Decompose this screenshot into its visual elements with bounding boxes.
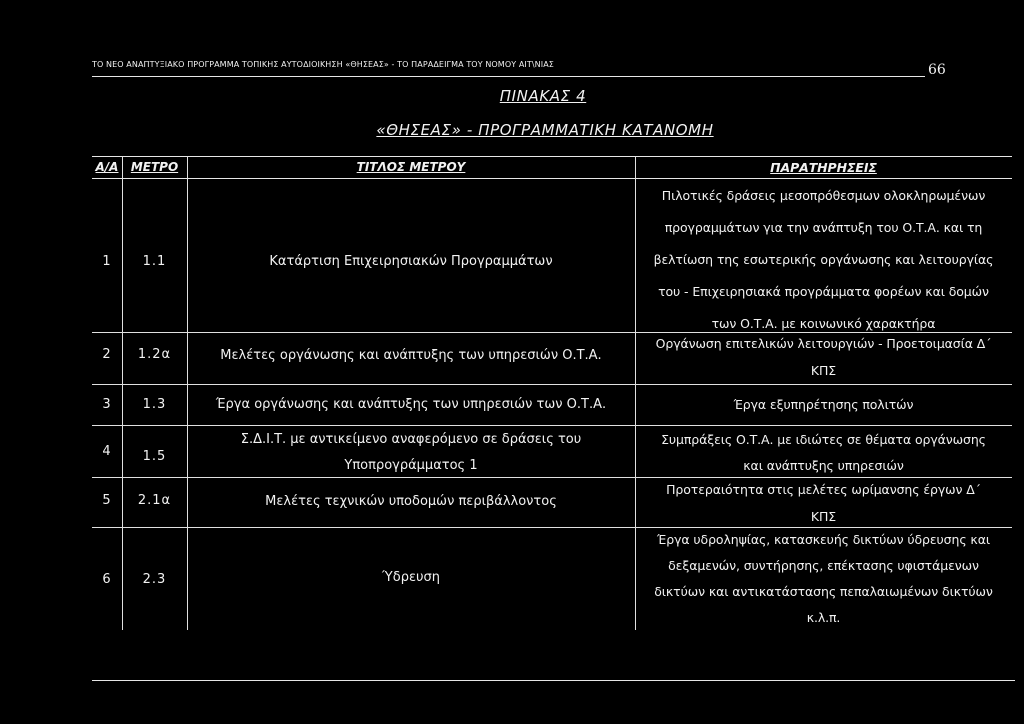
header-cell-aa bbox=[92, 157, 122, 178]
measure-code-cell bbox=[122, 528, 187, 630]
remarks-cell bbox=[635, 478, 1012, 527]
measure-code: 1.2α bbox=[137, 347, 172, 362]
table-row bbox=[92, 333, 1012, 385]
measure-title-cell bbox=[187, 333, 635, 384]
table-title: ΠΙΝΑΚΑΣ 4 bbox=[499, 87, 587, 105]
table-row bbox=[92, 385, 1012, 426]
remarks bbox=[635, 395, 1012, 415]
measure-code: 1.5 bbox=[142, 449, 167, 464]
table-row bbox=[92, 478, 1012, 528]
measure-code: 1.3 bbox=[142, 397, 167, 412]
measure-title bbox=[187, 427, 635, 479]
measure-title-cell bbox=[187, 478, 635, 527]
remarks-line: και ανάπτυξης υπηρεσιών bbox=[743, 458, 904, 473]
measure-title-line: Έργα οργάνωσης και ανάπτυξης των υπηρεσιών των Ο.Τ.Α. bbox=[215, 397, 607, 412]
remarks-cell bbox=[635, 333, 1012, 384]
measure-title-line: Μελέτες οργάνωσης και ανάπτυξης των υπηρεσιών Ο.Τ.Α. bbox=[220, 348, 602, 363]
header-cell-metro bbox=[122, 157, 187, 178]
remarks bbox=[635, 330, 1012, 384]
remarks-line: δεξαμενών, συντήρησης, επέκτασης υφιστάμενων bbox=[668, 558, 979, 573]
table-header-row bbox=[92, 156, 1012, 179]
remarks bbox=[635, 427, 1012, 479]
remarks-line: Πιλοτικές δράσεις μεσοπρόθεσμων ολοκληρωμένων bbox=[661, 188, 986, 203]
measure-code: 2.3 bbox=[142, 572, 167, 587]
measure-title-line: Ύδρευση bbox=[382, 570, 440, 585]
row-number-cell bbox=[92, 426, 122, 477]
page-number: 66 bbox=[928, 62, 946, 78]
column-divider bbox=[187, 156, 188, 630]
measure-code: 2.1α bbox=[137, 493, 172, 508]
measure-code-cell bbox=[122, 478, 187, 527]
row-number: 4 bbox=[102, 444, 112, 459]
column-header: ΜΕΤΡΟ bbox=[130, 160, 179, 174]
remarks bbox=[635, 476, 1012, 530]
remarks-cell bbox=[635, 178, 1012, 332]
remarks-line: Οργάνωση επιτελικών λειτουργιών - Προετοιμασία Δ΄ bbox=[655, 336, 992, 351]
header-cell-title bbox=[187, 157, 635, 178]
row-number-cell bbox=[92, 528, 122, 630]
measure-title bbox=[187, 492, 635, 512]
remarks bbox=[635, 527, 1012, 631]
remarks-line: Συμπράξεις Ο.Τ.Α. με ιδιώτες σε θέματα οργάνωσης bbox=[661, 432, 986, 447]
measure-title-cell bbox=[187, 178, 635, 332]
header-cell-remarks bbox=[635, 157, 1012, 178]
row-number-cell bbox=[92, 385, 122, 425]
remarks-line: βελτίωση της εσωτερικής οργάνωσης και λειτουργίας bbox=[653, 252, 994, 267]
column-header: Α/Α bbox=[95, 160, 119, 174]
remarks-line: Προτεραιότητα στις μελέτες ωρίμανσης έργων Δ΄ bbox=[666, 482, 981, 497]
measure-code-cell bbox=[122, 178, 187, 332]
remarks-line: ΚΠΣ bbox=[810, 363, 837, 378]
measure-title-line: Κατάρτιση Επιχειρησιακών Προγραμμάτων bbox=[269, 254, 553, 269]
measure-title-line: Υποπρογράμματος 1 bbox=[344, 458, 478, 473]
row-number-cell bbox=[92, 478, 122, 527]
column-header: ΤΙΤΛΟΣ ΜΕΤΡΟΥ bbox=[356, 160, 466, 174]
table-row bbox=[92, 528, 1012, 630]
table-row bbox=[92, 426, 1012, 478]
remarks-line: δικτύων και αντικατάστασης πεπαλαιωμένων δικτύων bbox=[654, 584, 993, 599]
row-number-cell bbox=[92, 178, 122, 332]
remarks-line: ΚΠΣ bbox=[810, 509, 837, 524]
column-divider bbox=[122, 156, 123, 630]
column-header: ΠΑΡΑΤΗΡΗΣΕΙΣ bbox=[770, 160, 877, 175]
measure-title-cell bbox=[187, 426, 635, 477]
measure-title-line: Μελέτες τεχνικών υποδομών περιβάλλοντος bbox=[265, 494, 557, 509]
measure-title bbox=[187, 395, 635, 415]
table-row bbox=[92, 178, 1012, 333]
remarks bbox=[635, 180, 1012, 340]
remarks-line: προγραμμάτων για την ανάπτυξη του Ο.Τ.Α. και τη bbox=[664, 220, 983, 235]
remarks-line: των Ο.Τ.Α. με κοινωνικό χαρακτήρα bbox=[711, 316, 936, 331]
table-bottom-rule bbox=[92, 680, 1015, 681]
column-divider bbox=[635, 156, 636, 630]
row-number: 6 bbox=[102, 572, 112, 587]
header-rule bbox=[92, 76, 925, 77]
measure-title bbox=[187, 252, 635, 272]
remarks-line: Έργα υδροληψίας, κατασκευής δικτύων ύδρευσης και bbox=[657, 532, 990, 547]
remarks-line: κ.λ.π. bbox=[806, 610, 841, 625]
measure-code-cell bbox=[122, 385, 187, 425]
remarks-line: Έργα εξυπηρέτησης πολιτών bbox=[733, 397, 914, 412]
row-number: 5 bbox=[102, 493, 112, 508]
measure-code-cell bbox=[122, 333, 187, 384]
table-subtitle: «ΘΗΣΕΑΣ» - ΠΡΟΓΡΑΜΜΑΤΙΚΗ ΚΑΤΑΝΟΜΗ bbox=[376, 121, 714, 139]
measure-title bbox=[187, 346, 635, 366]
row-number: 3 bbox=[102, 397, 112, 412]
row-number: 2 bbox=[102, 347, 112, 362]
allocation-table bbox=[92, 156, 1012, 630]
measure-code: 1.1 bbox=[142, 254, 167, 269]
row-number: 1 bbox=[102, 254, 112, 269]
measure-title-line: Σ.Δ.Ι.Τ. με αντικείμενο αναφερόμενο σε δράσεις του bbox=[240, 432, 582, 447]
measure-code-cell bbox=[122, 426, 187, 477]
measure-title-cell bbox=[187, 385, 635, 425]
measure-title bbox=[187, 568, 635, 588]
remarks-cell bbox=[635, 426, 1012, 477]
measure-title-cell bbox=[187, 528, 635, 630]
running-title: ΤΟ ΝΕΟ ΑΝΑΠΤΥΞΙΑΚΟ ΠΡΟΓΡΑΜΜΑ ΤΟΠΙΚΗΣ ΑΥΤΟΔΙΟΙΚΗΣΗ «ΘΗΣΕΑΣ» - ΤΟ ΠΑΡΑΔΕΙΓΜΑ ΤΟΥ ΝΟΜΟΥ ΑΙΤ\ΝΙΑΣ bbox=[92, 60, 554, 69]
row-number-cell bbox=[92, 333, 122, 384]
remarks-cell bbox=[635, 528, 1012, 630]
remarks-line: του - Επιχειρησιακά προγράμματα φορέων και δομών bbox=[658, 284, 989, 299]
remarks-cell bbox=[635, 385, 1012, 425]
